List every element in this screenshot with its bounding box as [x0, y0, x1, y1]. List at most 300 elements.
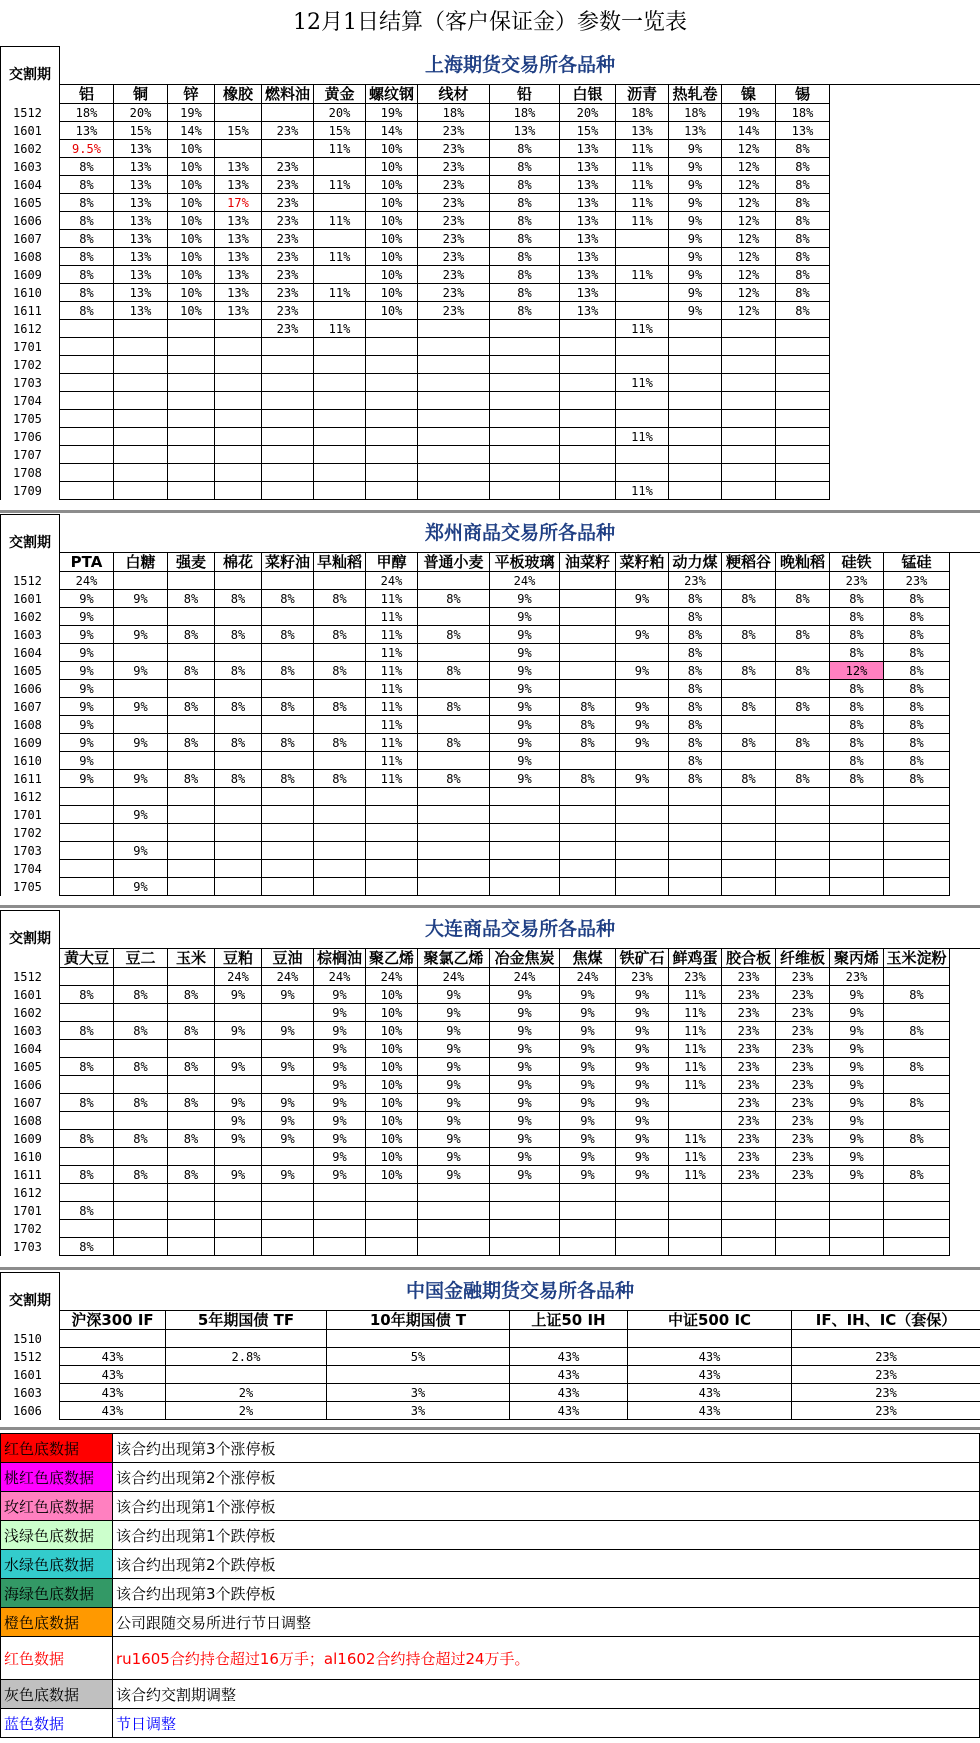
shfe-margin-cell [168, 338, 215, 356]
czce-margin-cell [616, 680, 669, 698]
dce-margin-cell [262, 1040, 314, 1058]
czce-margin-cell [722, 572, 776, 590]
shfe-margin-cell: 23% [262, 230, 314, 248]
dce-margin-cell: 8% [884, 1058, 950, 1076]
dce-table-row [1, 1148, 980, 1166]
czce-spacer-cell [950, 788, 980, 806]
dce-margin-cell: 9% [314, 1040, 366, 1058]
dce-heading-row [1, 911, 980, 949]
dce-spacer-cell [950, 1112, 980, 1130]
shfe-margin-cell [168, 374, 215, 392]
dce-margin-cell: 23% [722, 968, 776, 986]
czce-margin-cell [314, 752, 366, 770]
czce-margin-cell [418, 608, 490, 626]
cffex-column-header: 10年期国债 T [327, 1311, 510, 1330]
shfe-margin-cell: 8% [490, 212, 560, 230]
shfe-margin-cell: 13% [215, 248, 262, 266]
czce-margin-cell [616, 860, 669, 878]
shfe-margin-cell [366, 338, 418, 356]
shfe-margin-cell [262, 356, 314, 374]
czce-margin-cell: 23% [669, 572, 722, 590]
czce-margin-cell: 9% [114, 698, 168, 716]
dce-margin-cell: 9% [215, 986, 262, 1004]
shfe-margin-cell [616, 410, 669, 428]
czce-margin-cell: 8% [262, 734, 314, 752]
dce-margin-cell: 8% [60, 1058, 114, 1076]
shfe-margin-cell [168, 320, 215, 338]
shfe-margin-cell: 12% [722, 194, 776, 212]
dce-margin-cell: 9% [830, 1166, 884, 1184]
dce-margin-cell: 9% [830, 1040, 884, 1058]
shfe-margin-cell [314, 428, 366, 446]
czce-margin-cell [830, 788, 884, 806]
shfe-margin-cell: 10% [366, 140, 418, 158]
shfe-margin-cell: 23% [262, 122, 314, 140]
shfe-spacer-cell [830, 392, 980, 410]
cffex-column-header: 中证500 IC [628, 1311, 792, 1330]
shfe-margin-cell [215, 374, 262, 392]
shfe-spacer-cell [830, 482, 980, 500]
dce-margin-cell [884, 1076, 950, 1094]
shfe-margin-cell [560, 356, 616, 374]
shfe-margin-cell [366, 482, 418, 500]
dce-margin-cell: 9% [418, 1094, 490, 1112]
dce-margin-cell [418, 1238, 490, 1256]
czce-margin-cell: 9% [616, 770, 669, 788]
dce-margin-cell [215, 1040, 262, 1058]
shfe-margin-cell [490, 482, 560, 500]
dce-margin-cell: 9% [560, 1058, 616, 1076]
czce-margin-cell [490, 788, 560, 806]
dce-table-row [1, 1004, 980, 1022]
shfe-column-header: 铝 [60, 85, 114, 104]
shfe-margin-cell: 8% [490, 194, 560, 212]
czce-margin-cell: 8% [884, 608, 950, 626]
dce-margin-cell: 23% [722, 1076, 776, 1094]
cffex-margin-cell: 43% [510, 1348, 628, 1366]
czce-margin-cell: 24% [490, 572, 560, 590]
dce-margin-cell: 9% [262, 1130, 314, 1148]
czce-margin-cell: 11% [366, 752, 418, 770]
czce-heading: 郑州商品交易所各品种 [60, 515, 980, 553]
czce-margin-cell: 9% [490, 734, 560, 752]
czce-margin-cell [262, 716, 314, 734]
dce-heading: 大连商品交易所各品种 [60, 911, 980, 949]
legend-description: ru1605合约持仓超过16万手；al1602合约持仓超过24万手。 [113, 1637, 980, 1680]
shfe-margin-cell: 15% [314, 122, 366, 140]
czce-margin-cell [262, 572, 314, 590]
shfe-margin-cell: 11% [314, 320, 366, 338]
shfe-margin-cell [366, 428, 418, 446]
czce-margin-cell [418, 788, 490, 806]
shfe-margin-cell [262, 446, 314, 464]
dce-column-header: 豆粕 [215, 949, 262, 968]
shfe-spacer-cell [830, 356, 980, 374]
dce-margin-cell: 9% [215, 1058, 262, 1076]
cffex-column-header-row [1, 1311, 980, 1330]
dce-margin-cell: 10% [366, 1040, 418, 1058]
shfe-margin-cell: 8% [776, 176, 830, 194]
dce-margin-cell: 23% [722, 1166, 776, 1184]
shfe-spacer-cell [830, 428, 980, 446]
legend-row [1, 1680, 980, 1709]
legend-description: 该合约出现第2个涨停板 [113, 1463, 980, 1492]
czce-margin-cell [722, 680, 776, 698]
czce-margin-cell [560, 860, 616, 878]
czce-margin-cell: 9% [616, 590, 669, 608]
czce-margin-cell [830, 824, 884, 842]
dce-delivery-month: 1607 [1, 1094, 60, 1112]
czce-margin-cell [60, 824, 114, 842]
shfe-delivery-month: 1610 [1, 284, 60, 302]
czce-delivery-month: 1609 [1, 734, 60, 752]
shfe-column-header: 沥青 [616, 85, 669, 104]
shfe-margin-cell: 10% [366, 248, 418, 266]
czce-table-row [1, 590, 980, 608]
dce-margin-cell [215, 1202, 262, 1220]
czce-margin-cell: 8% [215, 698, 262, 716]
shfe-margin-cell: 13% [114, 230, 168, 248]
dce-spacer-cell [950, 949, 980, 968]
czce-margin-cell: 8% [418, 590, 490, 608]
dce-margin-cell: 23% [776, 1166, 830, 1184]
dce-margin-cell [722, 1220, 776, 1238]
shfe-margin-cell: 14% [366, 122, 418, 140]
czce-delivery-month: 1611 [1, 770, 60, 788]
shfe-table-row [1, 392, 980, 410]
shfe-margin-cell [669, 374, 722, 392]
shfe-margin-cell [669, 482, 722, 500]
czce-margin-cell [314, 644, 366, 662]
shfe-margin-cell: 11% [616, 428, 669, 446]
shfe-margin-cell: 10% [168, 302, 215, 320]
shfe-table-row [1, 320, 980, 338]
dce-margin-cell: 9% [215, 1112, 262, 1130]
czce-margin-cell [60, 878, 114, 896]
czce-margin-cell [168, 680, 215, 698]
legend-swatch-label: 红色底数据 [1, 1434, 113, 1463]
czce-margin-cell [560, 644, 616, 662]
dce-margin-cell: 8% [60, 1202, 114, 1220]
dce-margin-cell: 9% [314, 1094, 366, 1112]
shfe-margin-cell: 12% [722, 230, 776, 248]
czce-margin-cell [114, 860, 168, 878]
dce-delivery-month: 1601 [1, 986, 60, 1004]
czce-margin-cell [776, 680, 830, 698]
legend-swatch-label: 玫红色底数据 [1, 1492, 113, 1521]
shfe-margin-cell: 13% [215, 158, 262, 176]
dce-margin-cell: 9% [262, 1058, 314, 1076]
czce-margin-cell: 8% [776, 698, 830, 716]
shfe-margin-cell: 23% [262, 266, 314, 284]
shfe-margin-cell [215, 410, 262, 428]
czce-margin-cell: 24% [60, 572, 114, 590]
dce-margin-cell [776, 1238, 830, 1256]
shfe-margin-cell: 23% [262, 320, 314, 338]
dce-margin-cell: 9% [418, 1076, 490, 1094]
shfe-spacer-cell [830, 338, 980, 356]
shfe-table-row [1, 266, 980, 284]
czce-spacer-cell [950, 626, 980, 644]
shfe-margin-cell: 11% [314, 248, 366, 266]
dce-margin-cell [114, 1184, 168, 1202]
dce-margin-cell [490, 1202, 560, 1220]
shfe-margin-cell: 10% [168, 284, 215, 302]
shfe-margin-cell [722, 392, 776, 410]
czce-margin-cell [776, 752, 830, 770]
czce-margin-cell: 8% [884, 644, 950, 662]
czce-margin-cell: 8% [669, 680, 722, 698]
dce-column-header: 胶合板 [722, 949, 776, 968]
dce-margin-cell [616, 1220, 669, 1238]
shfe-margin-cell: 13% [560, 158, 616, 176]
czce-margin-cell [314, 842, 366, 860]
cffex-margin-cell: 23% [792, 1348, 980, 1366]
dce-margin-cell: 9% [490, 1112, 560, 1130]
shfe-margin-cell: 11% [314, 176, 366, 194]
czce-margin-cell [314, 716, 366, 734]
dce-margin-cell: 9% [830, 1058, 884, 1076]
dce-margin-cell [884, 1040, 950, 1058]
shfe-margin-cell [215, 338, 262, 356]
shfe-delivery-month: 1612 [1, 320, 60, 338]
dce-margin-cell: 23% [830, 968, 884, 986]
shfe-table-row [1, 410, 980, 428]
czce-margin-cell: 8% [830, 608, 884, 626]
dce-delivery-month: 1702 [1, 1220, 60, 1238]
czce-column-header: PTA [60, 553, 114, 572]
dce-margin-cell [168, 1148, 215, 1166]
dce-table-row [1, 1166, 980, 1184]
shfe-margin-cell [560, 374, 616, 392]
shfe-margin-cell: 8% [776, 284, 830, 302]
dce-margin-cell [60, 1220, 114, 1238]
shfe-margin-cell [60, 320, 114, 338]
dce-margin-cell: 9% [418, 1130, 490, 1148]
czce-margin-cell [314, 824, 366, 842]
dce-margin-cell: 10% [366, 1130, 418, 1148]
shfe-margin-cell [168, 410, 215, 428]
czce-margin-cell [262, 806, 314, 824]
czce-spacer-cell [950, 806, 980, 824]
dce-margin-cell: 24% [314, 968, 366, 986]
czce-margin-cell [418, 806, 490, 824]
czce-margin-cell [776, 572, 830, 590]
shfe-margin-cell: 15% [215, 122, 262, 140]
dce-margin-cell [168, 1040, 215, 1058]
czce-margin-cell: 8% [722, 770, 776, 788]
shfe-spacer-cell [830, 302, 980, 320]
czce-table-row [1, 824, 980, 842]
shfe-margin-cell: 10% [366, 230, 418, 248]
shfe-margin-cell [616, 284, 669, 302]
czce-margin-cell [616, 788, 669, 806]
dce-column-header: 玉米 [168, 949, 215, 968]
czce-margin-cell: 8% [314, 662, 366, 680]
shfe-spacer-cell [830, 266, 980, 284]
dce-margin-cell: 8% [168, 1094, 215, 1112]
shfe-margin-cell: 13% [560, 176, 616, 194]
shfe-margin-cell: 14% [722, 122, 776, 140]
czce-margin-cell: 11% [366, 716, 418, 734]
shfe-margin-cell: 12% [722, 158, 776, 176]
dce-margin-cell [418, 1184, 490, 1202]
czce-margin-cell: 9% [114, 590, 168, 608]
czce-margin-cell: 8% [168, 770, 215, 788]
czce-margin-cell [114, 716, 168, 734]
czce-margin-cell: 8% [418, 770, 490, 788]
dce-margin-cell [418, 1202, 490, 1220]
shfe-margin-cell [722, 374, 776, 392]
dce-margin-cell: 11% [669, 1166, 722, 1184]
dce-margin-cell [616, 1238, 669, 1256]
shfe-margin-cell [490, 356, 560, 374]
dce-spacer-cell [950, 986, 980, 1004]
dce-margin-cell [366, 1202, 418, 1220]
czce-margin-cell: 23% [830, 572, 884, 590]
dce-margin-cell: 8% [60, 1166, 114, 1184]
czce-margin-cell [215, 752, 262, 770]
shfe-margin-cell: 8% [60, 158, 114, 176]
czce-margin-cell: 8% [418, 626, 490, 644]
dce-margin-cell [114, 1220, 168, 1238]
dce-spacer-cell [950, 1022, 980, 1040]
shfe-margin-cell: 8% [490, 140, 560, 158]
dce-margin-cell: 8% [60, 1130, 114, 1148]
dce-margin-cell: 23% [776, 1130, 830, 1148]
czce-delivery-month: 1705 [1, 878, 60, 896]
dce-table [0, 910, 980, 1256]
dce-margin-cell: 9% [490, 1094, 560, 1112]
dce-margin-cell [669, 1238, 722, 1256]
dce-margin-cell: 9% [560, 1004, 616, 1022]
czce-margin-cell: 11% [366, 680, 418, 698]
shfe-margin-cell [776, 482, 830, 500]
shfe-margin-cell: 19% [168, 104, 215, 122]
shfe-margin-cell [722, 320, 776, 338]
shfe-margin-cell [314, 374, 366, 392]
czce-margin-cell [669, 878, 722, 896]
shfe-delivery-month: 1602 [1, 140, 60, 158]
cffex-margin-cell: 3% [327, 1402, 510, 1420]
czce-margin-cell [616, 608, 669, 626]
legend-row [1, 1608, 980, 1637]
shfe-margin-cell [560, 446, 616, 464]
shfe-spacer-cell [830, 374, 980, 392]
dce-margin-cell: 9% [560, 1112, 616, 1130]
shfe-margin-cell: 23% [262, 302, 314, 320]
shfe-margin-cell: 8% [490, 176, 560, 194]
czce-margin-cell: 8% [884, 626, 950, 644]
czce-margin-cell [215, 788, 262, 806]
shfe-margin-cell: 23% [418, 176, 490, 194]
shfe-margin-cell: 23% [418, 140, 490, 158]
czce-margin-cell [168, 608, 215, 626]
dce-margin-cell: 23% [722, 1058, 776, 1076]
czce-margin-cell: 8% [884, 716, 950, 734]
czce-delivery-month: 1703 [1, 842, 60, 860]
legend-swatch-label: 水绿色底数据 [1, 1550, 113, 1579]
shfe-margin-cell [776, 428, 830, 446]
dce-margin-cell: 8% [884, 1166, 950, 1184]
shfe-margin-cell: 12% [722, 140, 776, 158]
shfe-margin-cell [114, 356, 168, 374]
shfe-margin-cell: 13% [560, 248, 616, 266]
shfe-margin-cell [215, 140, 262, 158]
czce-margin-cell: 9% [60, 698, 114, 716]
shfe-margin-cell: 23% [262, 158, 314, 176]
shfe-margin-cell [114, 410, 168, 428]
shfe-margin-cell [114, 428, 168, 446]
dce-spacer-cell [950, 1004, 980, 1022]
czce-column-header: 动力煤 [669, 553, 722, 572]
czce-delivery-month: 1606 [1, 680, 60, 698]
shfe-margin-cell [314, 392, 366, 410]
shfe-margin-cell [60, 356, 114, 374]
shfe-margin-cell [669, 446, 722, 464]
shfe-margin-cell [616, 392, 669, 410]
czce-margin-cell: 8% [669, 608, 722, 626]
dce-spacer-cell [950, 1058, 980, 1076]
dce-margin-cell: 9% [262, 1112, 314, 1130]
shfe-table-row [1, 302, 980, 320]
czce-delivery-month: 1610 [1, 752, 60, 770]
czce-margin-cell [884, 806, 950, 824]
dce-spacer-cell [950, 1040, 980, 1058]
dce-delivery-month: 1604 [1, 1040, 60, 1058]
czce-margin-cell: 8% [168, 626, 215, 644]
czce-margin-cell [168, 752, 215, 770]
shfe-spacer-cell [830, 194, 980, 212]
dce-margin-cell: 9% [262, 1022, 314, 1040]
czce-margin-cell: 8% [262, 698, 314, 716]
czce-margin-cell [262, 644, 314, 662]
cffex-margin-cell [166, 1366, 327, 1384]
shfe-margin-cell: 13% [215, 284, 262, 302]
dce-spacer-cell [950, 1220, 980, 1238]
shfe-spacer-cell [830, 85, 980, 104]
czce-column-header: 甲醇 [366, 553, 418, 572]
dce-margin-cell [262, 1004, 314, 1022]
czce-margin-cell [114, 572, 168, 590]
shfe-margin-cell [776, 410, 830, 428]
czce-margin-cell [722, 608, 776, 626]
dce-delivery-month: 1701 [1, 1202, 60, 1220]
czce-margin-cell [215, 644, 262, 662]
cffex-margin-cell: 43% [628, 1348, 792, 1366]
czce-margin-cell [560, 590, 616, 608]
dce-margin-cell: 9% [560, 1148, 616, 1166]
shfe-margin-cell: 11% [314, 140, 366, 158]
shfe-delivery-month: 1603 [1, 158, 60, 176]
czce-margin-cell [616, 806, 669, 824]
shfe-margin-cell [168, 356, 215, 374]
shfe-margin-cell [262, 374, 314, 392]
czce-margin-cell: 8% [722, 662, 776, 680]
shfe-margin-cell [616, 338, 669, 356]
shfe-margin-cell [722, 482, 776, 500]
dce-margin-cell: 8% [168, 1130, 215, 1148]
legend-row [1, 1492, 980, 1521]
shfe-margin-cell: 23% [418, 122, 490, 140]
shfe-margin-cell [776, 374, 830, 392]
dce-delivery-month: 1611 [1, 1166, 60, 1184]
shfe-margin-cell: 9% [669, 284, 722, 302]
czce-margin-cell [418, 716, 490, 734]
shfe-spacer-cell [830, 446, 980, 464]
dce-margin-cell: 23% [776, 1004, 830, 1022]
czce-margin-cell [669, 806, 722, 824]
